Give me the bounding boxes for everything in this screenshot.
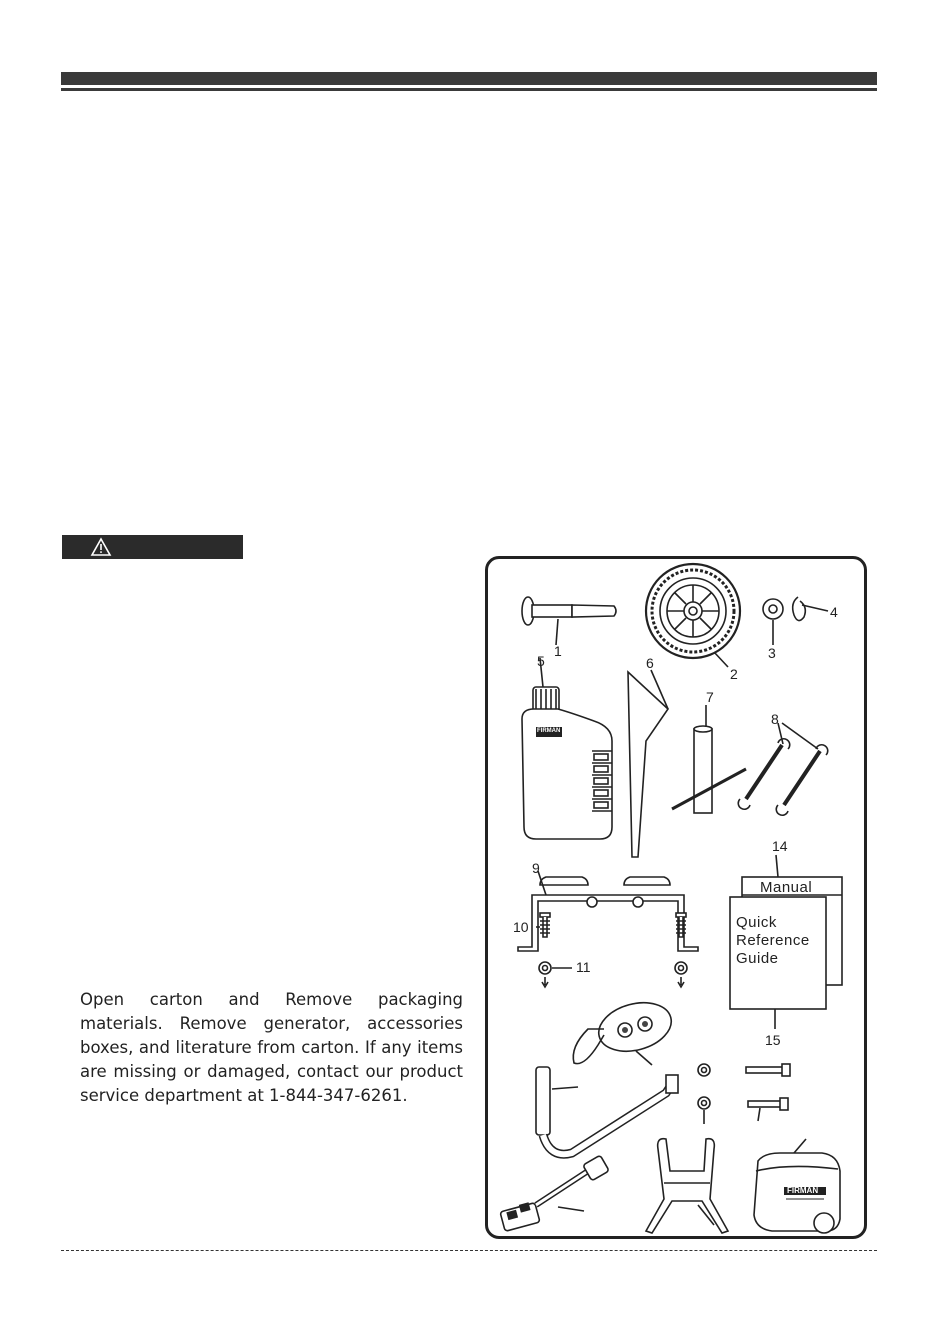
cotter-pin-illustration (793, 597, 828, 621)
spark-plug-wrench-illustration (672, 705, 746, 813)
part-label-5: 5 (537, 653, 545, 669)
part-label-10: 10 (513, 919, 529, 935)
footer-rule (61, 1250, 877, 1251)
bracket-illustration (518, 871, 698, 951)
parallel-cable-illustration (500, 1155, 609, 1231)
part-label-4: 4 (830, 604, 838, 620)
part-label-2: 2 (730, 666, 738, 682)
cover-brand: FIRMAN (787, 1186, 819, 1195)
warning-bar (62, 535, 243, 559)
part-label-8: 8 (771, 711, 779, 727)
part-label-9: 9 (532, 860, 540, 876)
stand-illustration (646, 1139, 728, 1233)
part-label-15: 15 (765, 1032, 781, 1048)
bolts-illustration (536, 913, 686, 937)
guide-title-line-1: Quick (736, 914, 777, 931)
part-label-14: 14 (772, 838, 788, 854)
wrenches-illustration (738, 723, 827, 815)
guide-title-line-3: Guide (736, 950, 779, 967)
header-rule-thick (61, 72, 877, 85)
washer-illustration (763, 599, 783, 645)
part-label-6: 6 (646, 655, 654, 671)
unpacking-instructions: Open carton and Remove packaging materials. Remove generator, accessories boxes, and literature from carton. If any items are missing or damaged, contact our product service department at 1-844-347-6261. (80, 990, 463, 1105)
remote-fob-illustration (573, 995, 676, 1065)
wheel-illustration (646, 564, 740, 667)
small-hardware-illustration (698, 1064, 790, 1124)
handle-illustration (536, 1067, 678, 1154)
warning-triangle-icon (90, 537, 112, 557)
part-label-7: 7 (706, 689, 714, 705)
oil-bottle-brand: FIRMAN (537, 728, 561, 734)
part-label-11: 11 (576, 959, 591, 975)
axle-pin-illustration (522, 597, 616, 645)
oil-bottle-illustration (522, 658, 612, 839)
header-rule-thin (61, 88, 877, 91)
manual-title: Manual (760, 879, 813, 896)
part-label-3: 3 (768, 645, 776, 661)
parts-illustration-panel (485, 556, 867, 1239)
funnel-illustration (628, 670, 668, 857)
nuts-illustration (539, 959, 687, 987)
part-label-1: 1 (554, 643, 562, 659)
guide-title-line-2: Reference (736, 932, 810, 949)
